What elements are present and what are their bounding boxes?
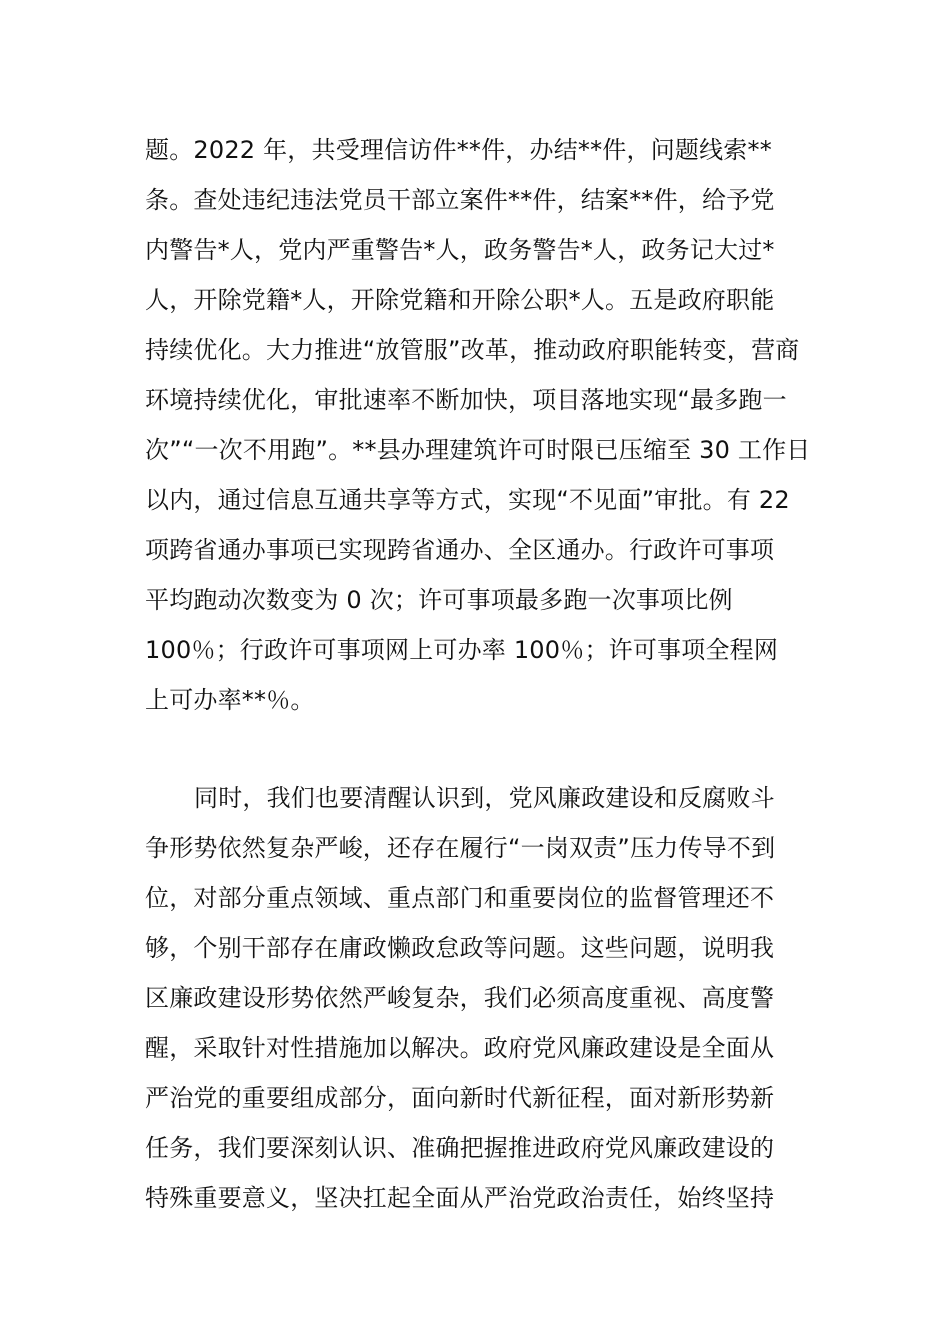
- text-line: 够，个别干部存在庸政懒政怠政等问题。这些问题，说明我: [145, 934, 775, 962]
- text-line: 区廉政建设形势依然严峻复杂，我们必须高度重视、高度警: [145, 984, 775, 1012]
- text-line: 条。查处违纪违法党员干部立案件**件，结案**件，给予党: [145, 186, 775, 214]
- text-line: 题。2022 年，共受理信访件**件，办结**件，问题线索**: [145, 136, 772, 164]
- text-line: 位，对部分重点领域、重点部门和重要岗位的监督管理还不: [145, 884, 775, 912]
- text-line: 任务，我们要深刻认识、准确把握推进政府党风廉政建设的: [145, 1134, 775, 1162]
- text-line: 100％；行政许可事项网上可办率 100％；许可事项全程网: [145, 636, 779, 664]
- text-line: 人，开除党籍*人，开除党籍和开除公职*人。五是政府职能: [145, 286, 775, 314]
- text-line: 次”“一次不用跑”。**县办理建筑许可时限已压缩至 30 工作日: [145, 436, 811, 464]
- text-line: 持续优化。大力推进“放管服”改革，推动政府职能转变，营商: [145, 336, 800, 364]
- text-line: 平均跑动次数变为 0 次；许可事项最多跑一次事项比例: [145, 586, 733, 614]
- text-line: 以内，通过信息互通共享等方式，实现“不见面”审批。有 22: [145, 486, 790, 514]
- text-line: 特殊重要意义，坚决扛起全面从严治党政治责任，始终坚持: [145, 1184, 775, 1212]
- text-line: 醒，采取针对性措施加以解决。政府党风廉政建设是全面从: [145, 1034, 775, 1062]
- text-line: 严治党的重要组成部分，面向新时代新征程，面对新形势新: [145, 1084, 775, 1112]
- text-line: 项跨省通办事项已实现跨省通办、全区通办。行政许可事项: [145, 536, 775, 564]
- text-line: 环境持续优化，审批速率不断加快，项目落地实现“最多跑一: [145, 386, 787, 414]
- text-line: 内警告*人，党内严重警告*人，政务警告*人，政务记大过*: [145, 236, 775, 264]
- text-line: 争形势依然复杂严峻，还存在履行“一岗双责”压力传导不到: [145, 834, 776, 862]
- text-line: 上可办率**％。: [145, 686, 315, 714]
- text-line: 同时，我们也要清醒认识到，党风廉政建设和反腐败斗: [194, 784, 775, 812]
